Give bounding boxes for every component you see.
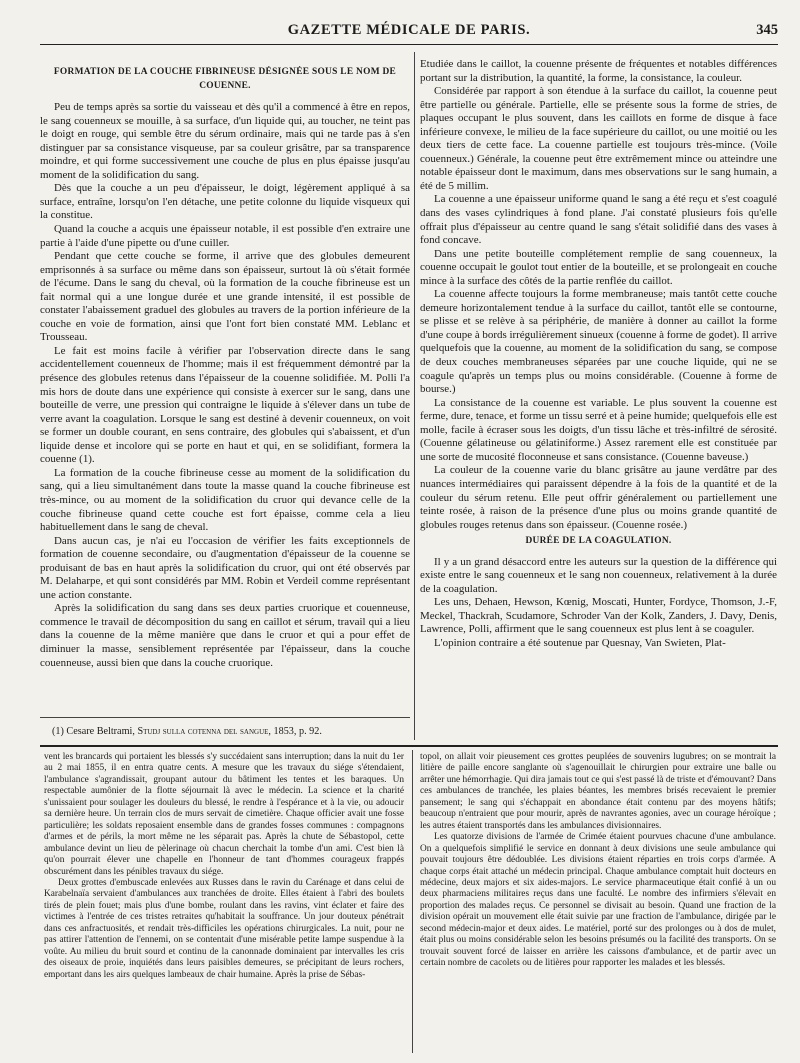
- paragraph: Le fait est moins facile à vérifier par l'observation directe dans le sang accidentellement couenneux de l'homme; mais il est fréquemment démontré par la présence des globules retenus dans l'épaisseur de la couenne solidifiée. M. Polli l'a mis hors de doute dans une expérience qui consiste à exercer sur le sang, dans une bouteille de verre, une pression qui contraigne le liquide à s'élever dans un tube de verre avant la coagulation. Lorsque le sang est destiné à devenir couenneux, on voit se former un double courant, en sens contraire, des globules qui s'abaissent, et d'un liquide dense et incolore qui se porte en haut et qui, en se solidifiant, formera la couenne (1).: [40, 344, 410, 466]
- paragraph: La couleur de la couenne varie du blanc grisâtre au jaune verdâtre par des nuances intermédiaires qui paraissent dépendre à la fois de la quantité et de la couleur du sérum retenu. Elle peut offrir généralement ou partiellement une teinte rosée, à raison de la présence d'une plus ou moins grande quantité de globules rouges retenus dans son épaisseur. (Couenne rosée.): [420, 464, 777, 531]
- paragraph: Considérée par rapport à son étendue à la surface du caillot, la couenne peut être partielle ou générale. Partielle, elle se présente sous la forme de stries, de plaques occupant le plus souvent, dans les caillots en forme de disque à face inférieure convexe, le milieu de la face supérieure du caillot, ou une moitié ou les deux tiers de cette face. La couenne partielle est toujours très-mince. (Voile couenneux.) Générale, la couenne peut être extrêmement mince ou atteindre une notable épaisseur dont le maximum, dans mes observations sur le sang humain, a été de 5 millim.: [420, 85, 777, 192]
- paragraph: La formation de la couche fibrineuse cesse au moment de la solidification du sang, qui a lieu simultanément dans toute la masse quand la couche fibrineuse est très-mince, ou au moment de la solidification du cruor qui devance celle de la couche fibrineuse quand cette couche est fort épaisse, comme cela a lieu habituellement dans le sang de cheval.: [40, 466, 410, 534]
- running-title: GAZETTE MÉDICALE DE PARIS.: [287, 22, 531, 38]
- feuilleton-rule: [40, 745, 778, 747]
- lower-right-column: [420, 752, 776, 1052]
- paragraph: topol, on allait voir pieusement ces grottes peuplées de souvenirs lugubres; on se montrait la litière de paille encore sanglante où s'agenouillait le chirurgien pour extraire une balle ou arrêter une hémorrhagie. Qui dira jamais tout ce qui s'est passé là de triste et d'émouvant? Dans ces ambulances de tranchée, les plaies béantes, les membres brisés recevaient le premier pansement; le sang qui s'échappait en abondance était contenu par des moyens hâtifs; beaucoup n'entraient que pour mourir, après de navrantes agonies, avec un courage héroïque ; les autres étaient transportés dans les ambulances divisionnaires.: [420, 752, 776, 831]
- lower-column-divider: [412, 750, 413, 1053]
- footnote-rule: [40, 717, 410, 718]
- paragraph: Dans une petite bouteille complétement remplie de sang couenneux, la couenne occupait le goulot tout entier de la bouteille, et se prolongeait en couche mince à la surface des côtés de la partie renflée du caillot.: [420, 247, 777, 287]
- right-column: [420, 58, 777, 738]
- page-number: 345: [756, 22, 778, 38]
- section-title-couenne: FORMATION DE LA COUCHE FIBRINEUSE DÉSIGNÉE SOUS LE NOM DE COUENNE.: [53, 67, 397, 91]
- lower-left-column: [44, 752, 404, 1052]
- paragraph: La couenne affecte toujours la forme membraneuse; mais tantôt cette couche demeure horizontalement tendue à la surface du caillot, tantôt elle se contourne, se plisse et se relève à sa périphérie, de manière à donner au caillot la forme d'une coupe à bords irrégulièrement sinueux (couenne à forme de godet). Il arrive quelquefois que la couenne, au moment de la solidification du sang, se compose de deux couches membraneuses séparées par une couche liquide, qui ne se coagule qu'après un temps plus ou moins considérable. (Couenne à forme de bourse.): [420, 288, 777, 396]
- footnote-rest: , 1853, p. 92.: [268, 726, 322, 737]
- paragraph: Deux grottes d'embuscade enlevées aux Russes dans le ravin du Carénage et dans celui de Karabelnaïa servaient d'ambulances aux tranchées de droite. Elles étaient à l'abri des boulets tirés de plein fouet; mais plus d'une bombe, roulant dans les ravins, vint éclater et faire des victimes à l'entrée de ces tristes retraites qu'habitait la souffrance. Un jour douteux pénétrait dans ces anfractuosités, et rendait très-difficiles les opérations chirurgicales. La nuit, pour ne pas attirer l'attention de l'ennemi, on se contentait d'une misérable petite lampe suspendue à la voûte. Au milieu du bruit sourd et continu de la canonnade dominaient par intervalles les cris des oiseaux de proie, inquiétés dans leurs paisibles demeures, se précipitant de leurs rochers, emportant dans les airs quelques lambeaux de chair humaine. Après la prise de Sébas-: [44, 877, 404, 980]
- left-column: [40, 66, 410, 708]
- footnote-title: Studj sulla cotenna del sangue: [137, 726, 269, 737]
- paragraph: Après la solidification du sang dans ses deux parties cruorique et couenneuse, commence le travail de décomposition du sang en caillot et sérum, travail qui a lieu dans la couenne de la même manière que dans le cruor et qui a pour effet de diminuer la masse, sensiblement représentée par l'épaisseur, dans la couche couenneuse, aussi bien que dans la couche cruorique.: [40, 602, 410, 669]
- column-divider: [414, 52, 415, 740]
- footnote-marker: (1) Cesare Beltrami,: [52, 726, 138, 737]
- paragraph: Quand la couche a acquis une épaisseur notable, il est possible d'en extraire une partie à l'aide d'une pipette ou d'une cuiller.: [40, 223, 410, 249]
- section-title-coagulation: DURÉE DE LA COAGULATION.: [525, 536, 672, 547]
- paragraph: La consistance de la couenne est variable. Le plus souvent la couenne est ferme, dure, tenace, et forme un tissu serré et à peine humide; quelquefois elle est molle, facile à écraser sous les doigts, d'un tissu lâche et très-infiltré de sérosité. (Couenne gélatineuse ou gélatiniforme.) Assez rarement elle est constituée par une sorte de mucosité floconneuse et sans consistance. (Couenne baveuse.): [420, 396, 777, 463]
- paragraph: Dès que la couche a un peu d'épaisseur, le doigt, légèrement appliqué à sa surface, entraîne, lorsqu'on l'en détache, une petite colonne du liquide visqueux qui la constitue.: [40, 182, 410, 222]
- paragraph: Peu de temps après sa sortie du vaisseau et dès qu'il a commencé à être en repos, le sang couenneux se mouille, à sa surface, d'un liquide qui, au toucher, ne teint pas le doigt en rouge, qui semble être du sérum ordinaire, mais qui ne tarde pas à s'en distinguer par sa consistance visqueuse, par sa couleur grisâtre, par sa transparence moindre, et qui forme successivement une couche de plus en plus épaisse jusqu'au moment de la solidification du sang.: [40, 101, 410, 181]
- paragraph: vent les brancards qui portaient les blessés s'y succédaient sans interruption; dans la nuit du 1er au 2 mai 1855, il en entra quatre cents. A mesure que les travaux du siége s'étendaient, l'ambulance s'agrandissait, groupant autour du bâtiment les tentes et les baraques. Un respectable aumônier de la flotte séjournait là avec le médecin. La science et la charité s'unissaient pour soulager les douleurs du blessé, le rendre à l'espérance et à la vie, ou adoucir sa dernière heure. Un terrain clos de murs servait de cimetière. Chaque officier avait une fosse particulière; les soldats reposaient ensemble dans de grandes fosses communes : compagnons d'armes et de périls, la mort même ne les séparait pas. Après la chute de Sébastopol, cette ambulance devint un lieu de pèlerinage où chacun cherchait la tombe d'un ami. C'est bien là qu'on pourrait élever une chapelle en l'honneur de tant d'hommes courageux frappés obscurément dans les pénibles travaux du siége.: [44, 752, 404, 877]
- page-header: [40, 20, 778, 45]
- paragraph: Dans aucun cas, je n'ai eu l'occasion de vérifier les faits exceptionnels de formation de couenne secondaire, ou d'augmentation d'épaisseur de la couenne se produisant de bas en haut après la solidification du cruor, qui ont été observés par M. Delaharpe, et qui sont considérés par MM. Robin et Verdeil comme représentant une action constante.: [40, 534, 410, 601]
- paragraph: La couenne a une épaisseur uniforme quand le sang a été reçu et s'est coagulé dans des vases cylindriques à fond plane. J'ai constaté plusieurs fois qu'elle offrait plus d'épaisseur au centre quand le sang s'était solidifié dans des vases à fond concave.: [420, 193, 777, 247]
- paragraph: L'opinion contraire a été soutenue par Quesnay, Van Swieten, Plat-: [434, 636, 726, 649]
- paragraph: Les quatorze divisions de l'armée de Crimée étaient pourvues chacune d'une ambulance. On a quelquefois simplifié le service en donnant à deux divisions une seule ambulance qui pouvait toujours être dédoublée. Les divisions étaient réparties en trois corps d'armée. A chaque corps était attaché un médecin principal. Chaque ambulance comptait huit docteurs en médecine, deux majors et six aides-majors. Le service pharmaceutique était confié à un ou deux pharmaciens militaires reçus dans une faculté. Le nombre des infirmiers s'élevait en proportion des malades reçus. Ce personnel se divisait au besoin. Quand une fraction de la division opérait un mouvement elle était suivie par une fraction de l'ambulance, dirigée par le second médecin-major et deux aides. Le matériel, porté sur des prolonges ou à dos de mulet, était plus ou moins considérable selon les besoins présumés ou la facilité des transports. On se trouvait souvent forcé de laisser en arrière les caissons d'ambulance, et de partir avec un certain nombre de cacolets ou de litières pour rapporter les malades et les blessés.: [420, 832, 776, 969]
- footnote: [52, 725, 412, 738]
- paragraph: Il y a un grand désaccord entre les auteurs sur la question de la différence qui existe entre le sang couenneux et le sang non couenneux, relativement à la durée de la coagulation.: [420, 555, 777, 595]
- paragraph: Les uns, Dehaen, Hewson, Kœnig, Moscati, Hunter, Fordyce, Thomson, J.-F, Meckel, Thackrah, Scudamore, Schroder Van der Kolk, Zanders, J. Davy, Denis, Lawrence, Polli, affirment que le sang couenneux est plus lent à se coaguler.: [420, 596, 777, 636]
- paragraph: Etudiée dans le caillot, la couenne présente de fréquentes et notables différences portant sur la distribution, la quantité, la forme, la consistance, la couleur.: [420, 58, 777, 84]
- paragraph: Pendant que cette couche se forme, il arrive que des globules demeurent emprisonnés à sa surface ou même dans son épaisseur, surtout là où s'était formée de l'écume. Dans le sang du cheval, où la formation de la couche fibrineuse est un fait normal qui a une longue durée et une grande intensité, il est possible de constater l'abaissement graduel des globules au travers de la portion inférieure de la couche en voie de formation, ainsi que l'ont fort bien constaté MM. Leblanc et Trousseau.: [40, 250, 410, 344]
